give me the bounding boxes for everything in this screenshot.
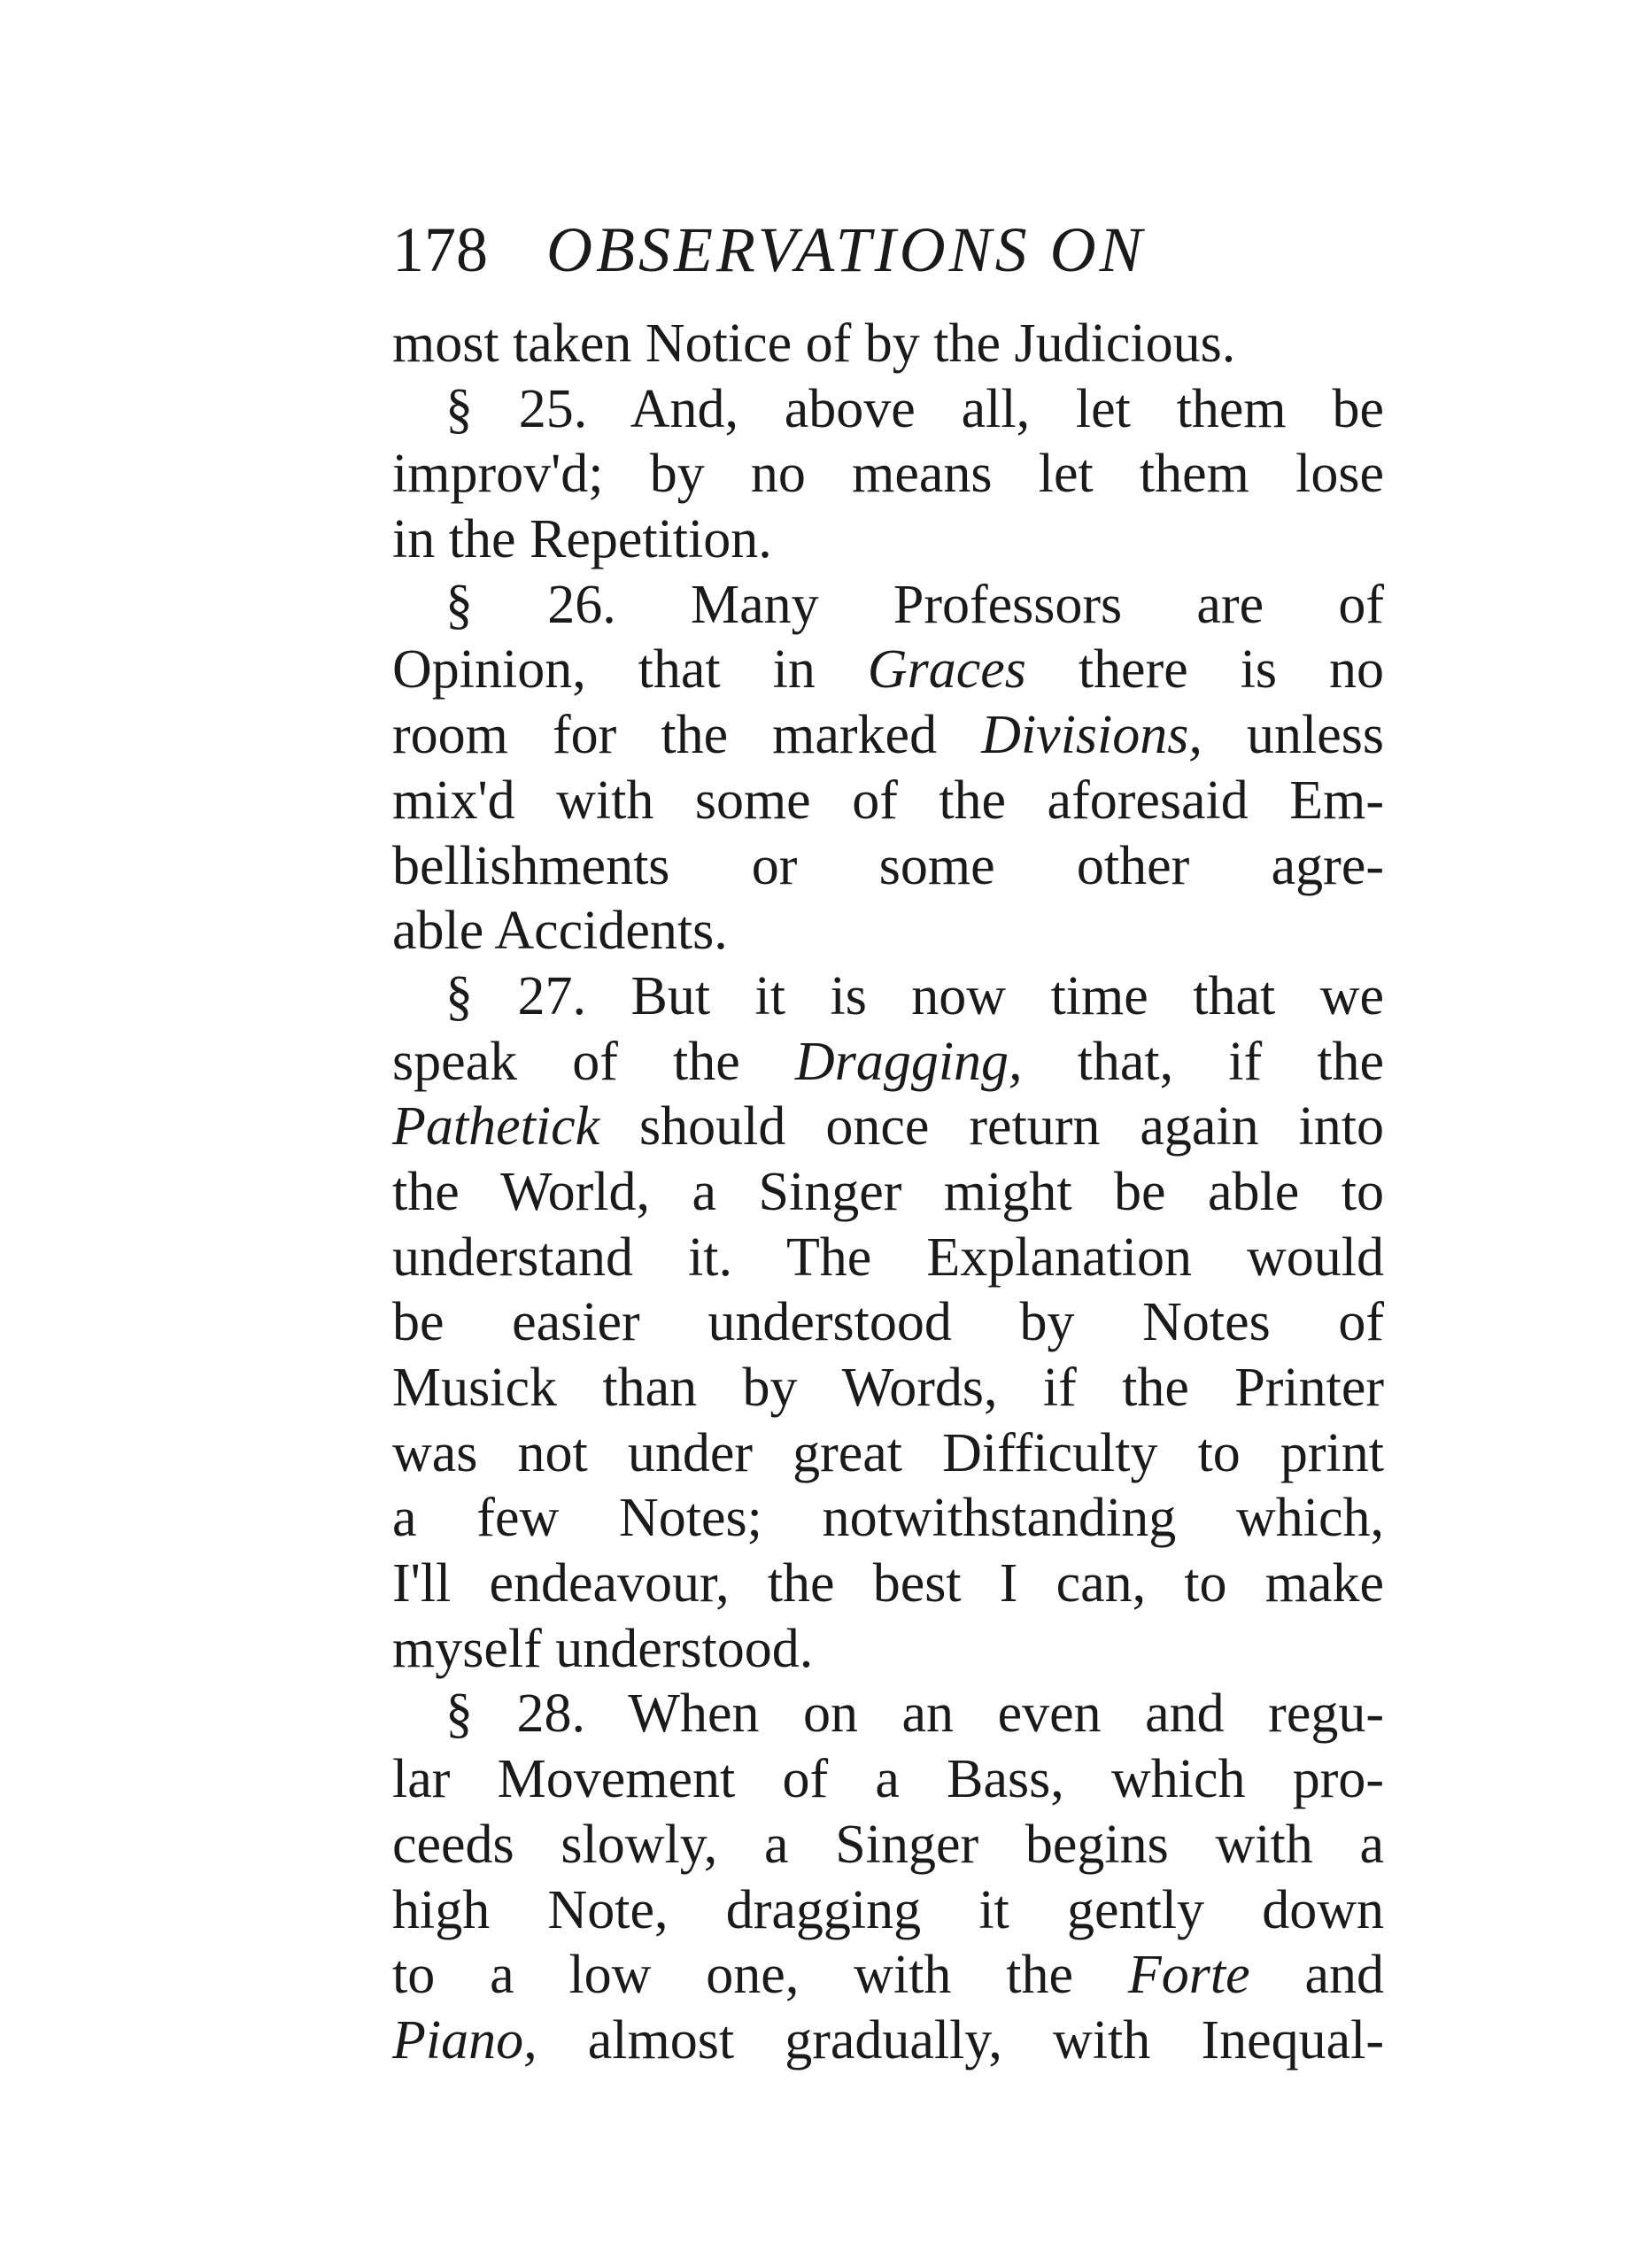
text-line: in the Repetition. — [392, 509, 772, 570]
text-line: Pathetick should once return again into — [392, 1096, 1384, 1157]
text-line: high Note, dragging it gently down — [392, 1879, 1384, 1940]
text-line: mix'd with some of the aforesaid Em- — [392, 770, 1384, 831]
running-title: OBSERVATIONS ON — [546, 214, 1146, 285]
italic-term: Pathetick — [392, 1096, 600, 1157]
text-line: to a low one, with the Forte and — [392, 1945, 1384, 2006]
text-line: Musick than by Words, if the Printer — [392, 1358, 1384, 1418]
page-body — [392, 312, 1384, 2074]
text-line: was not under great Difficulty to print — [392, 1422, 1384, 1483]
text-line: bellishments or some other agre- — [392, 835, 1384, 896]
text-line: myself understood. — [392, 1618, 814, 1679]
text-line: a few Notes; notwithstanding which, — [392, 1488, 1384, 1549]
text-line: § 25. And, above all, let them be — [445, 378, 1384, 439]
text-line: Opinion, that in Graces there is no — [392, 639, 1385, 701]
text-line: be easier understood by Notes of — [392, 1292, 1384, 1353]
text-line: lar Movement of a Bass, which pro- — [392, 1749, 1384, 1810]
text-line: § 26. Many Professors are of — [445, 574, 1384, 635]
text-line: § 28. When on an even and regu- — [445, 1684, 1384, 1745]
text-line: § 27. But it is now time that we — [445, 965, 1384, 1026]
text-line: understand it. The Explanation would — [392, 1227, 1384, 1288]
text-line: the World, a Singer might be able to — [392, 1161, 1384, 1222]
text-line: improv'd; by no means let them lose — [392, 444, 1384, 505]
italic-term: Graces — [867, 639, 1026, 701]
text-line: Piano, almost gradually, with Inequal- — [392, 2009, 1384, 2071]
page-number: 178 — [392, 214, 488, 285]
italic-term: Forte — [1127, 1945, 1250, 2006]
text-line: I'll endeavour, the best I can, to make — [392, 1553, 1384, 1614]
running-header — [392, 205, 1384, 294]
italic-term: Dragging, — [794, 1031, 1023, 1092]
text-line: room for the marked Divisions, unless — [392, 705, 1384, 766]
italic-term: Piano, — [392, 2009, 537, 2071]
italic-term: Divisions, — [981, 705, 1202, 766]
text-line: most taken Notice of by the Judicious. — [392, 313, 1236, 374]
text-line: able Accidents. — [392, 901, 728, 962]
text-line: ceeds slowly, a Singer begins with a — [392, 1814, 1384, 1875]
text-line: speak of the Dragging, that, if the — [392, 1031, 1384, 1092]
